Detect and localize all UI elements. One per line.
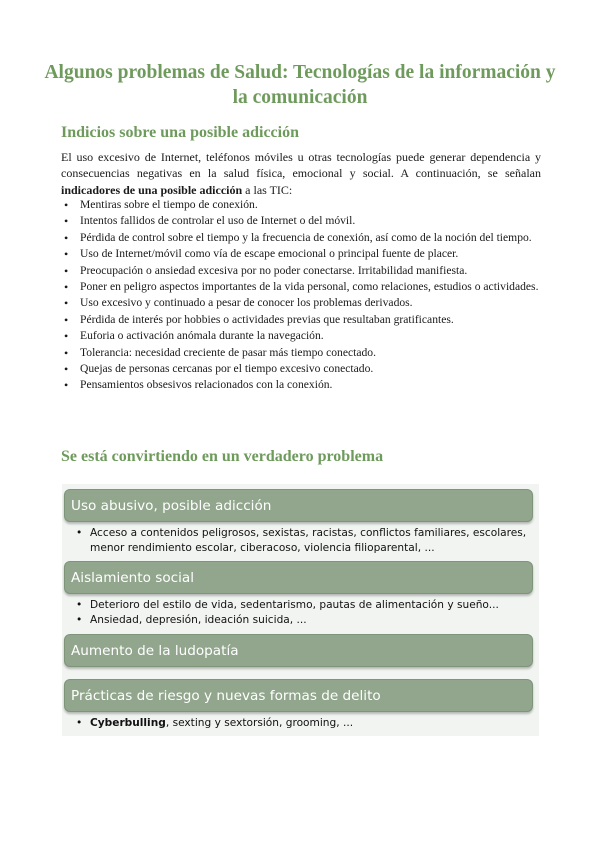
list-item [66,716,528,731]
list-item: • Tolerancia: necesidad creciente de pasar más tiempo conectado. [61,345,543,361]
box-ludopatia: Aumento de la ludopatía [64,634,533,667]
intro-paragraph [61,149,541,198]
list-item: • Quejas de personas cercanas por el tiempo excesivo conectado. [61,361,543,377]
list-item: • Preocupación o ansiedad excesiva por no poder conectarse. Irritabilidad manifiesta. [61,263,543,279]
list-item: • Pérdida de interés por hobbies o actividades previas que resultaban gratificantes. [61,312,543,328]
box-aislamiento-social: Aislamiento social [64,561,533,594]
intro-text-end: a las TIC: [242,182,293,197]
list-item: • Pensamientos obsesivos relacionados con la conexión. [61,377,543,393]
list-item: • Uso de Internet/móvil como vía de escape emocional o principal fuente de placer. [61,246,543,262]
list-item: • Intentos fallidos de controlar el uso de Internet o del móvil. [61,213,543,229]
list-item: • Uso excesivo y continuado a pesar de conocer los problemas derivados. [61,295,543,311]
section-heading-problema: Se está convirtiendo en un verdadero problema [61,448,384,465]
box-practicas-riesgo: Prácticas de riesgo y nuevas formas de delito [64,679,533,712]
box-uso-abusivo: Uso abusivo, posible adicción [64,489,533,522]
intro-text-start: El uso excesivo de Internet, teléfonos móviles u otras tecnologías puede generar dependencia y consecuencias negativas en la salud física, emocional y social. A continuación, se señalan [61,150,541,181]
list-item: • Acceso a contenidos peligrosos, sexistas, racistas, conflictos familiares, escolares, menor rendimiento escolar, ciberacoso, violencia filioparental, ... [66,526,528,556]
intro-text-bold: indicadores de una posible adicción [61,182,243,197]
list-item: • Ansiedad, depresión, ideación suicida, ... [66,613,528,628]
list-item: • Pérdida de control sobre el tiempo y la frecuencia de conexión, así como de la noción del tiempo. [61,230,543,246]
list-item: • Poner en peligro aspectos importantes de la vida personal, como relaciones, estudios o actividades. [61,279,543,295]
page-title: Algunos problemas de Salud: Tecnologías de la información y la comunicación [44,62,556,108]
item-bold-text: Cyberbulling [90,717,166,729]
box-aislamiento-social-items [66,598,528,628]
indicators-list [61,197,543,394]
list-item: • Euforia o activación anómala durante la navegación. [61,328,543,344]
box-practicas-riesgo-items [66,716,528,731]
section-heading-indicios: Indicios sobre una posible adicción [61,124,299,141]
list-item: • Mentiras sobre el tiempo de conexión. [61,197,543,213]
list-item: • Deterioro del estilo de vida, sedentarismo, pautas de alimentación y sueño... [66,598,528,613]
box-uso-abusivo-items [66,526,528,556]
item-text: , sexting y sextorsión, grooming, ... [165,717,354,729]
